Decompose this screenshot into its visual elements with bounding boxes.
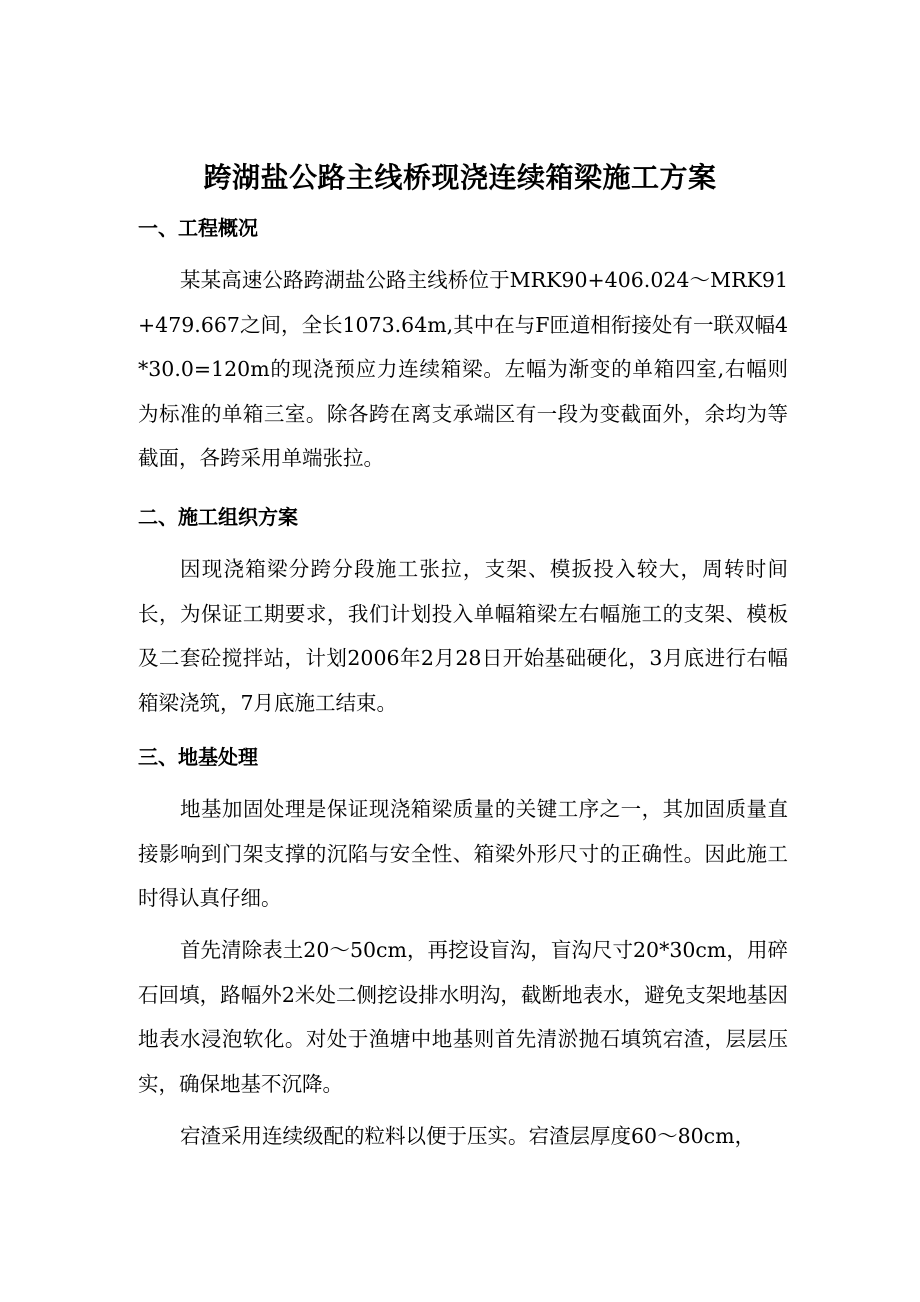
paragraph-organization: 因现浇箱梁分跨分段施工张拉，支架、模扳投入较大，周转时间长，为保证工期要求，我们计划投入单幅箱梁左右幅施工的支架、模板及二套砼搅拌站，计划2006年2月28日开始基础硬化，3月底进行右幅箱梁浇筑，7月底施工结束。 (138, 557, 788, 715)
section-heading-overview: 一、工程概况 (138, 216, 258, 240)
section-heading-organization: 二、施工组织方案 (138, 505, 298, 529)
section-heading-foundation: 三、地基处理 (138, 745, 258, 769)
paragraph-foundation-3: 宕渣采用连续级配的粒料以便于压实。宕渣层厚度60～80cm， (180, 1124, 756, 1148)
paragraph-overview: 某某高速公路跨湖盐公路主线桥位于MRK90+406.024～MRK91+479.667之间，全长1073.64m,其中在与F匝道相衔接处有一联双幅4*30.0=120m的现浇预应力连续箱梁。左幅为渐变的单箱四室,右幅则为标准的单箱三室。除各跨在离支承端区有一段为变截面外，余均为等截面，各跨采用单端张拉。 (138, 268, 788, 470)
paragraph-foundation-1: 地基加固处理是保证现浇箱梁质量的关键工序之一，其加固质量直接影响到门架支撑的沉陷与安全性、箱梁外形尺寸的正确性。因此施工时得认真仔细。 (138, 797, 788, 910)
paragraph-foundation-2: 首先清除表土20～50cm，再挖设盲沟，盲沟尺寸20*30cm，用碎石回填，路幅外2米处二侧挖设排水明沟，截断地表水，避免支架地基因地表水浸泡软化。对处于渔塘中地基则首先清淤抛石填筑宕渣，层层压实，确保地基不沉降。 (138, 938, 788, 1096)
document-title: 跨湖盐公路主线桥现浇连续箱梁施工方案 (203, 161, 717, 194)
